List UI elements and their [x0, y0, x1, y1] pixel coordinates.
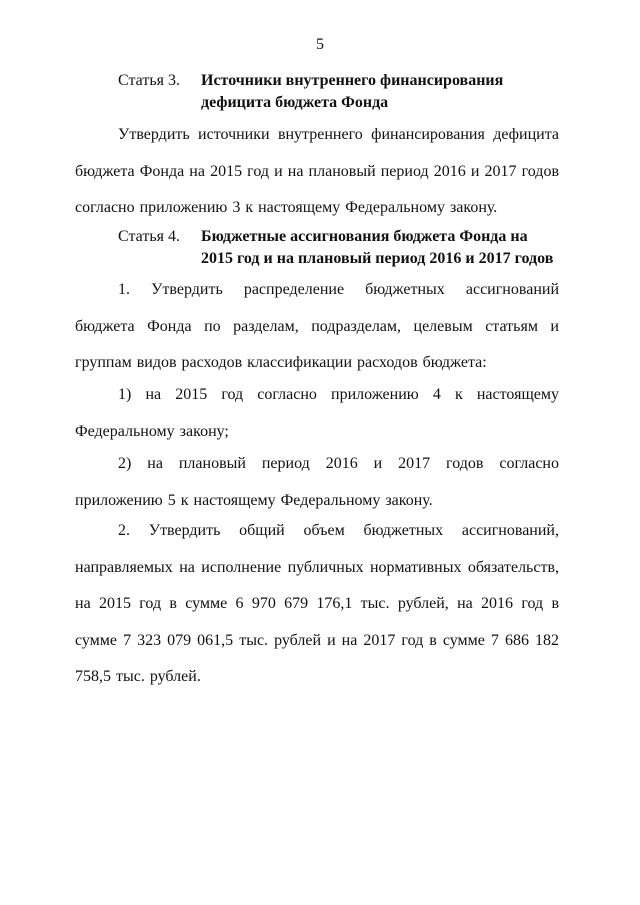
article-3-title: Источники внутреннего финансирования дефицита бюджета Фонда — [201, 72, 504, 111]
article-4-label: Статья 4. — [118, 228, 180, 245]
article-4-paragraph-1: 1. Утвердить распределение бюджетных ассигнований бюджета Фонда по разделам, подразделам, целевым статьям и группам видов расходов классификации расходов бюджета: — [75, 281, 559, 371]
article-4-paragraph-2: 1) на 2015 год согласно приложению 4 к настоящему Федеральному закону; — [75, 386, 559, 440]
article-4-paragraph-3: 2) на плановый период 2016 и 2017 годов согласно приложению 5 к настоящему Федеральному закону. — [75, 455, 559, 509]
article-3-text: Утвердить источники внутреннего финансирования дефицита бюджета Фонда на 2015 год и на плановый период 2016 и 2017 годов согласно приложению 3 к настоящему Федеральному закону. — [75, 126, 559, 216]
article-4-paragraph-4: 2. Утвердить общий объем бюджетных ассигнований, направляемых на исполнение публичных нормативных обязательств, на 2015 год в сумме 6 970 679 176,1 тыс. рублей, на 2016 год в сумме 7 323 079 061,5 тыс. рублей и на 2017 год в сумме 7 686 182 758,5 тыс. рублей. — [75, 522, 559, 685]
article-4-title: Бюджетные ассигнования бюджета Фонда на 2015 год и на плановый период 2016 и 2017 годов — [201, 228, 554, 267]
article-3-label: Статья 3. — [118, 72, 180, 89]
page-number: 5 — [316, 36, 324, 53]
